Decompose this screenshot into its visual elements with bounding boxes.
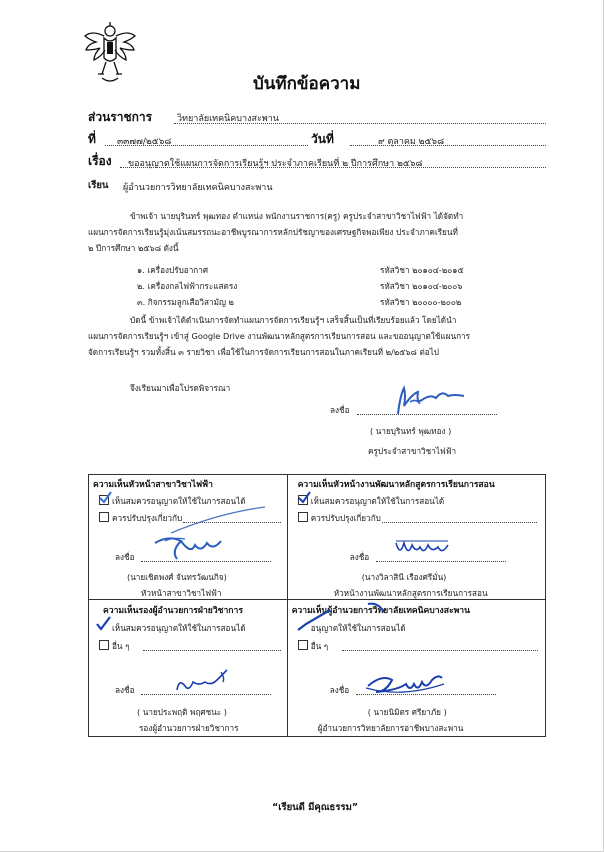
subject-label: เรื่อง <box>88 154 112 168</box>
approval-2-option2: ควรปรับปรุงเกี่ยวกับ <box>298 512 381 525</box>
approval-3-sign-label: ลงชื่อ <box>115 685 135 695</box>
approval-3-option2: อื่น ๆ <box>99 640 130 653</box>
signer-name: ( นายบุรินทร์ พุฒทอง ) <box>370 426 452 436</box>
approval-3-dotline <box>143 650 281 651</box>
checkbox-icon <box>99 512 109 522</box>
signer-sign-label: ลงชื่อ <box>330 405 350 415</box>
para1-line1: ข้าพเจ้า นายบุรินทร์ พุฒทอง ตำแหน่ง พนักงานราชการ(ครู) ครูประจำสาขาวิชาไฟฟ้า ได้จัดทำ <box>130 211 464 221</box>
approval-2-option1: เห็นสมควรอนุญาตให้ใช้ในการสอนได้ <box>298 495 445 508</box>
to-label: เรียน <box>88 180 109 191</box>
approval-2-sign-dotline <box>376 561 506 562</box>
approval-2-signature <box>392 537 456 561</box>
approval-cell-3 <box>89 600 288 737</box>
approval-1-header: ความเห็นหัวหน้าสาขาวิชาไฟฟ้า <box>93 480 213 490</box>
dept-label: ส่วนราชการ <box>88 110 153 124</box>
approval-4-position: ผู้อำนวยการวิทยาลัยการอาชีพบางสะพาน <box>317 723 464 733</box>
approval-3-name: ( นายประพฤติ พฤศชนะ ) <box>137 707 227 717</box>
approval-cell-4 <box>287 600 545 737</box>
approval-4-signature <box>362 670 448 698</box>
checkmark-icon <box>297 491 311 505</box>
checkmark-icon <box>98 491 112 505</box>
checkbox-icon <box>298 512 308 522</box>
approval-4-dotline <box>342 650 538 651</box>
approval-cell-1 <box>89 475 288 600</box>
no-dotline <box>105 145 308 146</box>
para1-line3: ๒ ปีการศึกษา ๒๕๖๘ ดังนี้ <box>88 243 179 253</box>
course-code-2: รหัสวิชา ๒๐๑๐๔-๒๐๐๖ <box>380 281 463 291</box>
date-dotline <box>350 145 546 146</box>
course-name-3: ๓. กิจกรรมลูกเสือวิสามัญ ๒ <box>137 297 234 307</box>
approval-2-sign-label: ลงชื่อ <box>349 552 370 562</box>
approval-2-header: ความเห็นหัวหน้างานพัฒนาหลักสูตรการเรียนการสอน <box>297 480 495 490</box>
closing-text: จึงเรียนมาเพื่อโปรดพิจารณา <box>130 383 231 393</box>
approval-4-name: ( นายนิมิตร ศรียาภัย ) <box>367 707 447 717</box>
course-name-1: ๑. เครื่องปรับอากาศ <box>137 265 209 275</box>
no-value: ๓๓๗๗/๒๕๖๘ <box>117 137 172 147</box>
approval-1-strike <box>169 505 269 535</box>
para2-line1: บัดนี้ ข้าพเจ้าได้ดำเนินการจัดทำแผนการจัดการเรียนรู้ฯ เสร็จสิ้นเป็นที่เรียบร้อยแล้ว โดยได้นำ <box>130 315 457 325</box>
memo-title: บันทึกข้อความ <box>253 74 361 94</box>
date-label: วันที่ <box>311 132 334 146</box>
subject-dotline <box>120 167 546 168</box>
approval-1-option2: ควรปรับปรุงเกี่ยวกับ <box>99 512 182 525</box>
approval-4-option2: อื่น ๆ <box>298 640 329 653</box>
approval-1-name: (นายเชิดพงศ์ จันทรวัฒนกิจ) <box>127 572 227 582</box>
garuda-emblem-icon <box>82 22 138 84</box>
course-code-1: รหัสวิชา ๒๐๑๐๔-๒๐๑๕ <box>380 265 464 275</box>
approval-cell-2 <box>287 475 545 600</box>
para1-line2: แผนการจัดการเรียนรู้มุ่งเน้นสมรรถนะอาชีพบูรณาการหลักปรัชญาของเศรษฐกิจพอเพียง ประจำภาคเรียนที่ <box>88 227 458 237</box>
approval-3-option1: เห็นสมควรอนุญาตให้ใช้ในการสอนได้ <box>99 622 246 635</box>
footer-motto: “เรียนดี มีคุณธรรม” <box>272 802 359 813</box>
course-name-2: ๒. เครื่องกลไฟฟ้ากระแสตรง <box>137 281 238 291</box>
signer-signature <box>390 384 470 418</box>
checkbox-icon <box>298 640 308 650</box>
signer-position: ครูประจำสาขาวิชาไฟฟ้า <box>368 446 457 456</box>
approval-1-signature <box>151 533 241 563</box>
approval-4-option1: อนุญาตให้ใช้ในการสอนได้ <box>298 622 406 635</box>
approvals-table <box>88 474 546 737</box>
date-value: ๙ ตุลาคม ๒๕๖๘ <box>378 137 445 147</box>
checkmark-icon <box>95 616 111 632</box>
approval-3-signature <box>173 668 233 696</box>
to-value: ผู้อำนวยการวิทยาลัยเทคนิคบางสะพาน <box>123 183 273 193</box>
para2-line2: แผนการจัดการเรียนรู้ฯ เข้าสู่ Google Drive งานพัฒนาหลักสูตรการเรียนการสอน และขออนุญาตใช้แผนการ <box>88 331 471 341</box>
subject-value: ขออนุญาตใช้แผนการจัดการเรียนรู้ฯ ประจำภาคเรียนที่ ๒ ปีการศึกษา ๒๕๖๘ <box>128 159 423 169</box>
checkmark-icon <box>294 608 334 634</box>
approval-4-header: ความเห็นผู้อำนวยการวิทยาลัยเทคนิคบางสะพาน <box>291 606 470 616</box>
checkbox-icon <box>99 640 109 650</box>
approval-2-name: (นางวิลาสินี เรืองศรีมั่น) <box>361 572 447 582</box>
approval-1-sign-label: ลงชื่อ <box>115 552 135 562</box>
approval-4-sign-label: ลงชื่อ <box>329 685 350 695</box>
approval-1-position: หัวหน้าสาขาวิชาไฟฟ้า <box>141 588 222 598</box>
para2-line3: จัดการเรียนรู้ฯ รวมทั้งสิ้น ๓ รายวิชา เพื่อใช้ในการจัดการเรียนการสอนในภาคเรียนที่ ๒/๒๕๖๘ ต่อไป <box>88 347 439 357</box>
approval-2-position: หัวหน้างานพัฒนาหลักสูตรการเรียนการสอน <box>333 588 488 598</box>
no-label: ที่ <box>88 132 96 146</box>
course-code-3: รหัสวิชา ๒๐๐๐๐-๒๐๐๒ <box>380 297 462 307</box>
approval-3-position: รองผู้อำนวยการฝ่ายวิชาการ <box>139 723 239 733</box>
approval-1-option1: เห็นสมควรอนุญาตให้ใช้ในการสอนได้ <box>99 495 246 508</box>
approval-4-header-mark <box>364 600 388 616</box>
approval-2-dotline <box>382 522 537 523</box>
dept-value: วิทยาลัยเทคนิคบางสะพาน <box>177 114 279 124</box>
approval-3-header: ความเห็นรองผู้อำนวยการฝ่ายวิชาการ <box>103 606 243 616</box>
dept-dotline <box>174 123 546 124</box>
